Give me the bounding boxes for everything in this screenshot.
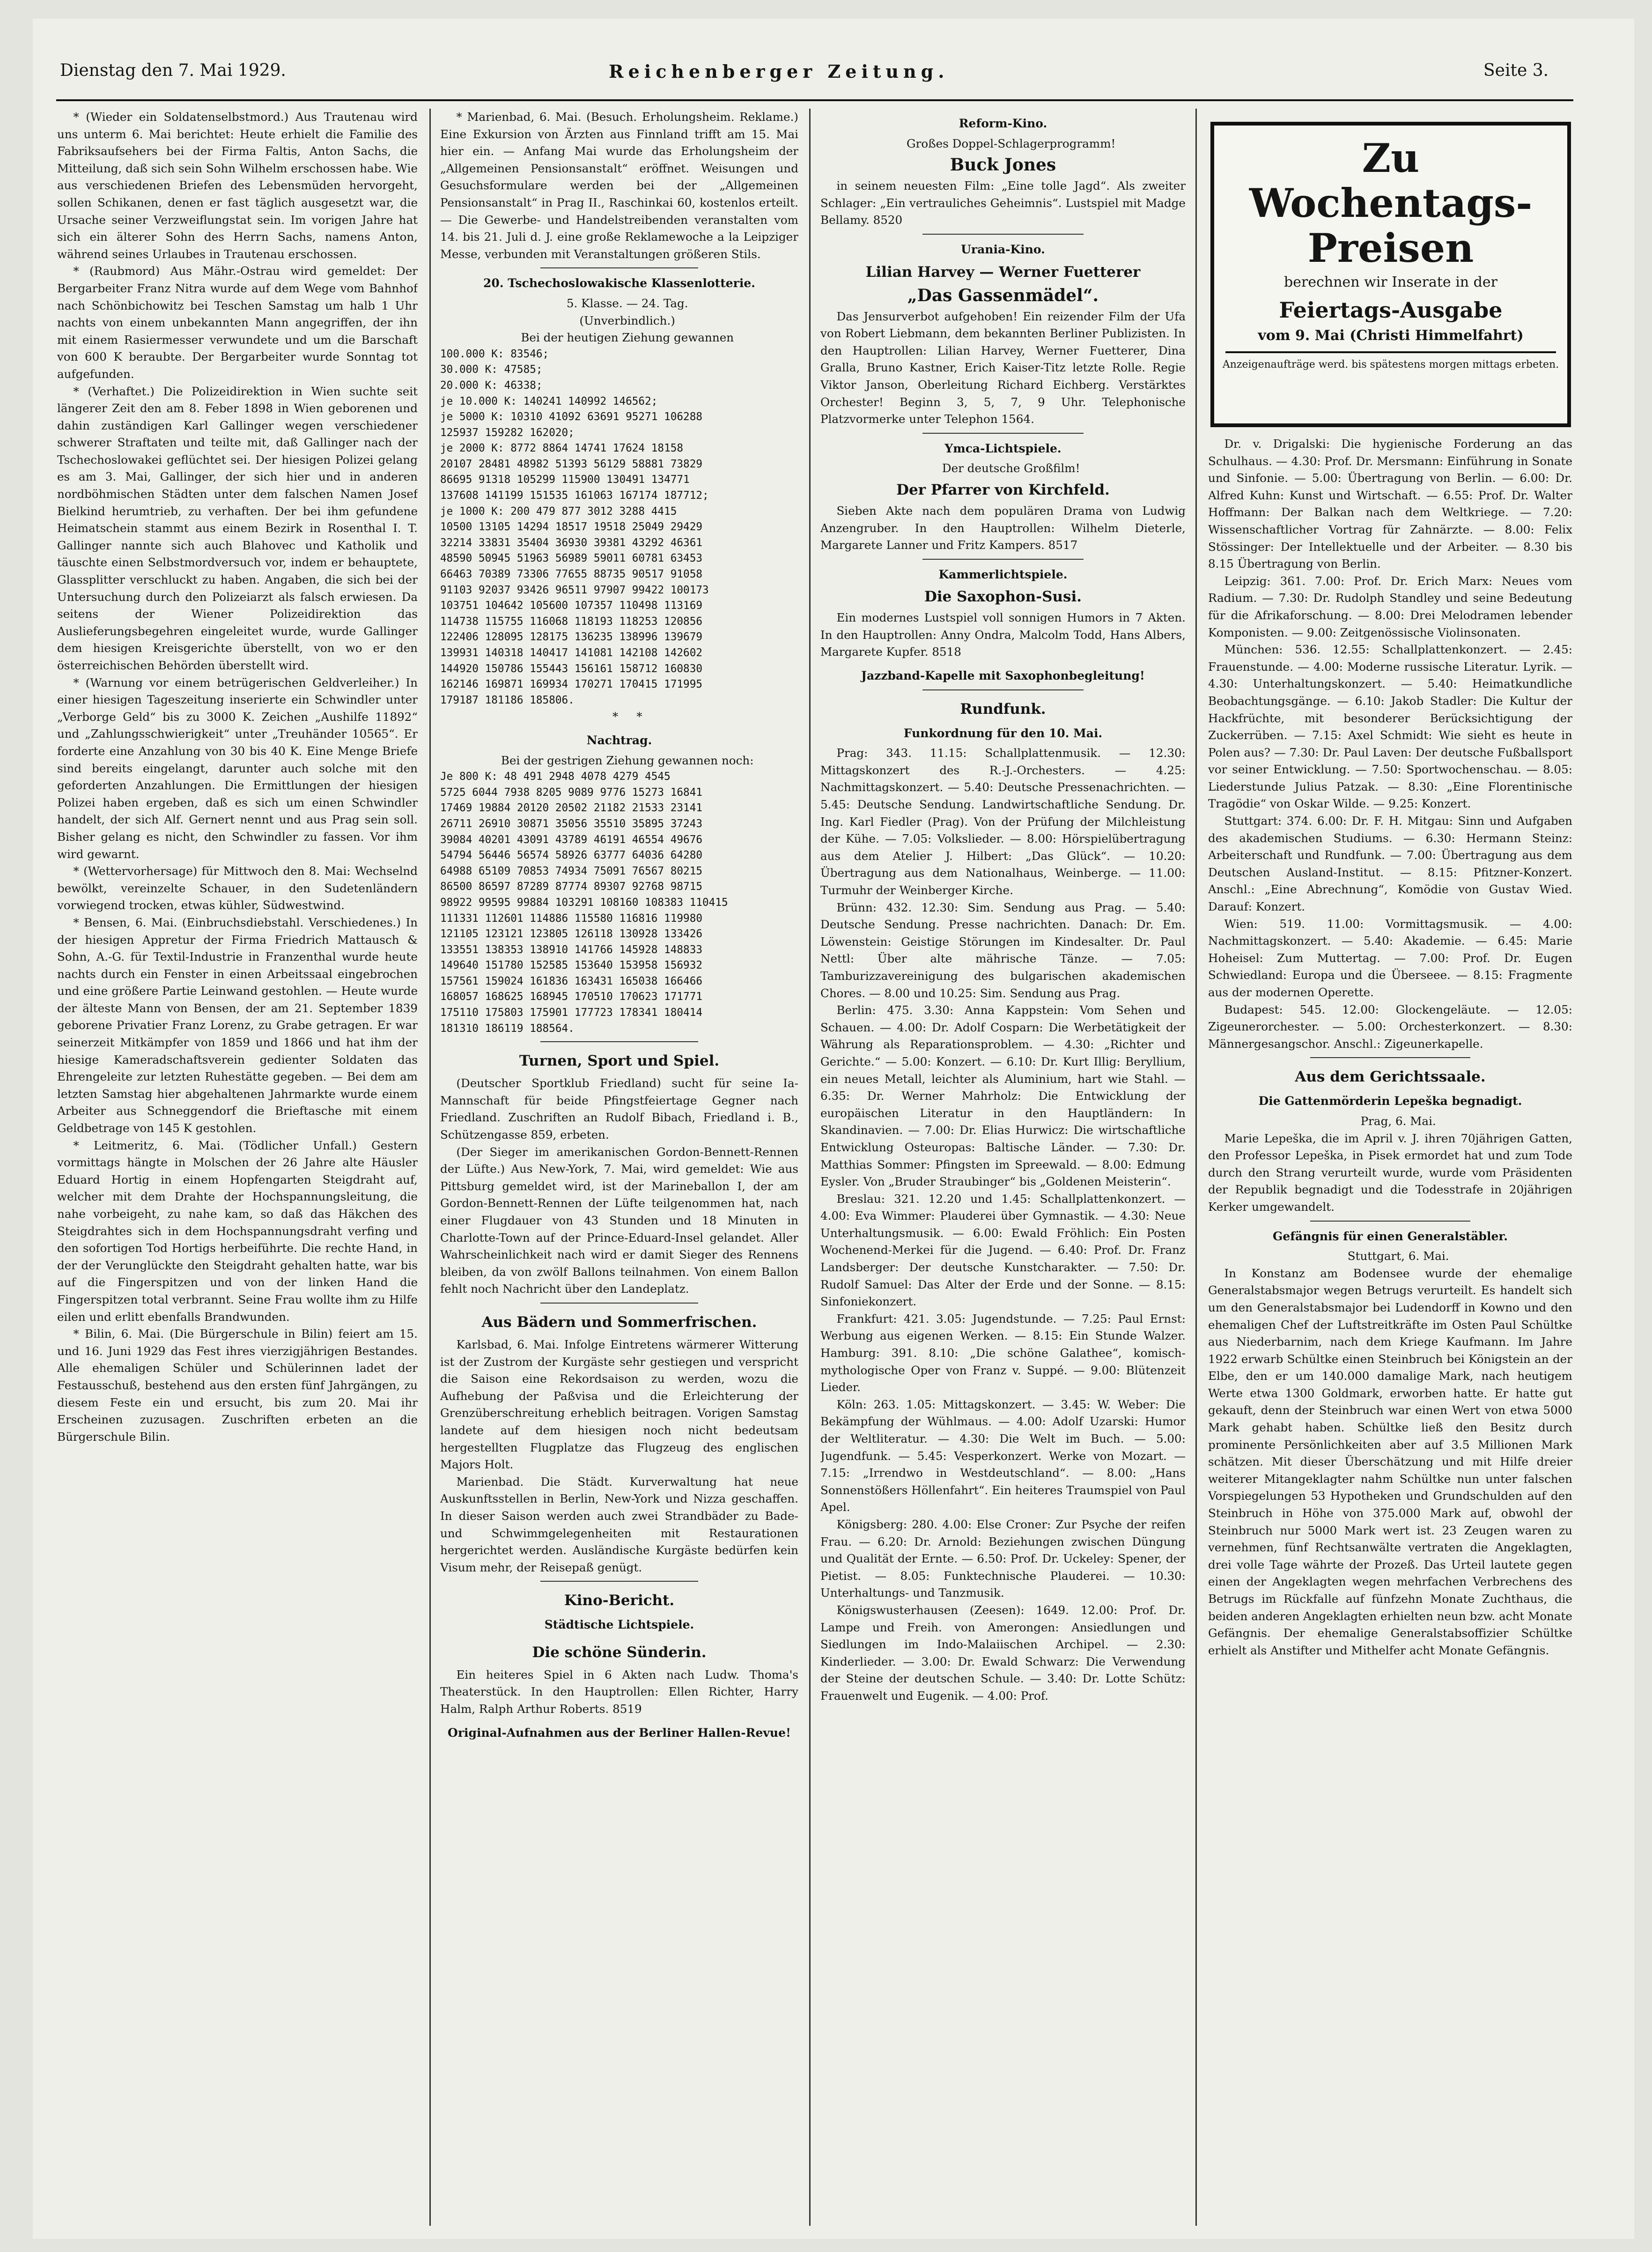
section-divider — [540, 1303, 698, 1304]
nachtrag-line: 98922 99595 99884 103291 108160 108383 110415 — [440, 896, 728, 909]
radio-koenigsberg: Königsberg: 280. 4.00: Else Croner: Zur Psyche der reifen Frau. — 6.20: Dr. Arnold: Beziehungen zwischen Düngung und Qualität der Ernte. — 6.50: Prof. Dr. Uckeley: Spener, der Pietist. — 8.05: Funktechnische Plauderei. — 10.30: Unterhaltungs- und Tanzmusik. — [820, 1517, 1186, 1600]
kammer-note: Jazzband-Kapelle mit Saxophonbegleitung! — [861, 669, 1145, 683]
nachtrag-line: Je 800 K: 48 491 2948 4078 4279 4545 — [440, 770, 671, 783]
lottery-line: 86695 91318 105299 115900 130491 134771 — [440, 474, 690, 486]
baeder-karlsbad: Karlsbad, 6. Mai. Infolge Eintretens wärmerer Witterung ist der Zustrom der Kurgäste sehr gestiegen und verspricht die Saison eine Rekordsaison zu werden, wozu die Aufhebung der Paßvisa und die Erleichterung der Grenzüberschreitung erheblich beitragen. Vorigen Samstag landete auf dem hiesigen noch nicht bedeutsam hergestellten Flugplatze das Flugzeug des englischen Majors Holt. — [440, 1337, 798, 1472]
lottery-note: (Unverbindlich.) — [579, 313, 675, 327]
radio-wien: Wien: 519. 11.00: Vormittagsmusik. — 4.00: Nachmittagskonzert. — 5.40: Akademie. — 6.45: Marie Hoheisel: Zum Muttertag. — 7.00: Prof. Dr. Eugen Schwiedland: Europa und die Überseee. — 8.15: Fragmente aus der modernen Operette. — [1208, 917, 1572, 999]
column-1 — [57, 109, 418, 2226]
gericht-heading: Aus dem Gerichtssaale. — [1295, 1068, 1486, 1086]
ad-headline: Zu Wochentags-Preisen — [1249, 135, 1533, 271]
urania-kino-film: „Das Gassenmädel“. — [907, 285, 1099, 305]
gericht-schueltke-text: In Konstanz am Bodensee wurde der ehemalige Generalstabsmajor wegen Betrugs verurteilt. Es handelt sich um den Generalstabsmajor bei Ludendorff in Kowno und den ehemaligen Chef der Luftstreitkräfte im Osten Paul Schültke aus Niederbarnim, nach dem Kriege Kaufmann. Im Jahre 1922 erwarb Schültke einen Steinbruch bei Königstein an der Elbe, den er um 140.000 damalige Mark, nach heutigem Werte etwa 1300 Goldmark, erworben hatte. Er hatte gut gekauft, denn der Steinbruch war einen Wert von etwa 5000 Mark gehabt haben. Schültke ließ den Besitz durch prominente Persönlichkeiten aber auf 3.5 Millionen Mark schätzen. Mit dieser Überschätzung und mit Hilfe dreier weiterer Mitangeklagter nahm Schültke nun unter falschen Vorspiegelungen 53 Hypotheken und Grundschulden auf den Steinbruch in Höhe von 375.000 Mark auf, obwohl der Steinbruch nur 5000 Mark wert ist. 23 Zeugen waren zu vernehmen, fünf Rechtsanwälte vertraten die Angeklagten, drei volle Tage währte der Prozeß. Das Urteil lautete gegen einen der Angeklagten wegen mehrfachen Verbrechens des Betrugs im Rückfalle auf fünfzehn Monate Zuchthaus, die beiden anderen Angeklagten erhielten neun bzw. acht Monate Gefängnis. Der ehemalige Generalstabsoffizier Schültke erhielt als Anstifter und Mithelfer acht Monate Gefängnis. — [1208, 1266, 1572, 1657]
weather-forecast: * (Wettervorhersage) für Mittwoch den 8. Mai: Wechselnd bewölkt, vereinzelte Schauer, in den Sudetenländern vorwiegend trocken, etwas kühler, Südwestwind. — [57, 864, 418, 912]
news-bensen: * Bensen, 6. Mai. (Einbruchsdiebstahl. Verschiedenes.) In der hiesigen Appretur der Firma Friedrich Mattausch & Sohn, A.-G. für Textil-Industrie in Franzenthal wurde heute nachts durch ein Fenster in einen Arbeitssaal eingebrochen und eine größere Partie Leinwand gestohlen. — Heute wurde der älteste Mann von Bensen, der am 21. September 1839 geborene Privatier Franz Lorenz, zu Grabe getragen. Er war seinerzeit Mitkämpfer von 1859 und 1866 und hat ihm der hiesige Kameradschaftsverein gedienter Soldaten das Ehrengeleite zur letzten Ruhestätte gegeben. — Bei dem am letzten Samstag hier abgehaltenen Jahrmarkte wurde einem Arbeiter aus Schneggendorf die Brieftasche mit einem Geldbetrage von 145 K gestohlen. — [57, 915, 418, 1135]
radio-breslau: Breslau: 321. 12.20 und 1.45: Schallplattenkonzert. — 4.00: Eva Wimmer: Plauderei über Gymnastik. — 4.30: Neue Unterhaltungsmusik. — 6.00: Ewald Fröhlich: Ein Posten Wochenend-Merkei für die Jugend. — 6.40: Prof. Dr. Franz Landsberger: Der deutsche Kunstcharakter. — 7.50: Dr. Rudolf Samuel: Das Alter der Erde und der Sonne. — 8.15: Sinfoniekonzert. — [820, 1192, 1186, 1309]
urania-kino-text: Das Jensurverbot aufgehoben! Ein reizender Film der Ufa von Robert Liebmann, dem bekannten Berliner Publizisten. In den Hauptrollen: Lilian Harvey, Werner Fuetterer, Dina Gralla, Bruno Kastner, Erich Kaiser-Titz letzte Rolle. Regie Viktor Janson, Oberleitung Richard Eichberg. Verstärktes Orchester! Beginn 3, 5, 7, 9 Uhr. Telephonische Platzvormerke unter Telephon 1564. — [820, 309, 1186, 426]
section-divider — [922, 689, 1083, 690]
issue-date: Dienstag den 7. Mai 1929. — [60, 61, 286, 80]
sport-heading: Turnen, Sport und Spiel. — [519, 1052, 720, 1070]
baeder-heading: Aus Bädern und Sommerfrischen. — [481, 1313, 757, 1331]
news-leitmeritz: * Leitmeritz, 6. Mai. (Tödlicher Unfall.) Gestern vormittags hängte in Molschen der 26 Jahre alte Häusler Eduard Hortig in einem Hopfengarten Steigdraht auf, welcher mit dem Drahte der Hochspannungsleitung, die nahe vorbeigeht, zu nahe kam, so daß das Häkchen des Steigdrahtes sich in dem Hochspannungsdraht verfing und den sofortigen Tod Hortigs herbeiführte. Die rechte Hand, in der der Verunglückte den Steigdraht gehalten hatte, war bis auf die Fingerspitzen und von der linken Hand die Fingerspitzen total verbrannt. Seine Frau wollte ihm zu Hilfe eilen und erlitt ebenfalls Brandwunden. — [57, 1138, 418, 1324]
nachtrag-line: 86500 86597 87289 87774 89307 92768 98715 — [440, 881, 703, 893]
ymca-film: Der Pfarrer von Kirchfeld. — [896, 481, 1110, 498]
lottery-line: 179187 181186 185806. — [440, 694, 575, 706]
nachtrag-intro: Bei der gestrigen Ziehung gewannen noch: — [501, 753, 754, 767]
kino-note: Original-Aufnahmen aus der Berliner Hallen-Revue! — [448, 1726, 791, 1740]
gericht-lepeska-title: Die Gattenmörderin Lepeška begnadigt. — [1258, 1094, 1522, 1108]
reform-kino-star: Buck Jones — [950, 155, 1056, 175]
nachtrag-line: 133551 138353 138910 141766 145928 148833 — [440, 943, 703, 956]
lottery-line: 139931 140318 140417 141081 142108 142602 — [440, 647, 703, 659]
ymca-sub: Der deutsche Großfilm! — [942, 461, 1080, 475]
radio-leipzig: Leipzig: 361. 7.00: Prof. Dr. Erich Marx: Neues vom Radium. — 7.30: Dr. Rudolph Standley und seine Bedeutung für die Afrikaforschung. — 8.00: Drei Melodramen lebender Komponisten. — 9.00: Zeitgenössische Violinsonaten. — [1208, 574, 1572, 639]
radio-koenigswusterhausen: Königswusterhausen (Zeesen): 1649. 12.00: Prof. Dr. Lampe und Freih. von Amerongen: Ansiedlungen und Siedlungen im Indo-Malaiischen Archipel. — 2.30: Kinderlieder. — 3.00: Dr. Ewald Schwarz: Die Verwendung der Steine der deutschen Schule. — 3.40: Dr. Lotte Schütz: Frauenwelt und Eugenik. — 4.00: Prof. — [820, 1603, 1186, 1703]
urania-kino-title: Urania-Kino. — [961, 242, 1045, 256]
lottery-line: je 5000 K: 10310 41092 63691 95271 106288 — [440, 411, 703, 423]
lottery-line: 125937 159282 162020; — [440, 426, 575, 439]
news-marienbad: * Marienbad, 6. Mai. (Besuch. Erholungsheim. Reklame.) Eine Exkursion von Ärzten aus Finnland trifft am 15. Mai hier ein. — Anfang Mai wurde das Erholungsheim der „Allgemeinen Pensionsanstalt“ eröffnet. Weisungen und Gesuchsformulare werden bei der „Allgemeinen Pensionsanstalt“ in Prag II., Raschinkai 60, kostenlos erteilt. — Die Gewerbe- und Handelstreibenden veranstalten vom 14. bis 21. Juli d. J. eine große Reklamewoche a la Leipziger Messe, verbunden mit Veranstaltungen größeren Stils. — [440, 110, 798, 261]
lottery-line: 144920 150786 155443 156161 158712 160830 — [440, 662, 703, 675]
kino-heading: Kino-Bericht. — [564, 1592, 675, 1609]
lottery-line: 10500 13105 14294 18517 19518 25049 29429 — [440, 521, 703, 533]
lottery-line: je 1000 K: 200 479 877 3012 3288 4415 — [440, 505, 677, 518]
lottery-line: 48590 50945 51963 56989 59011 60781 63453 — [440, 552, 703, 565]
kammer-text: Ein modernes Lustspiel voll sonnigen Humors in 7 Akten. In den Hauptrollen: Anny Ondra, Malcolm Todd, Hans Albers, Margarete Kupfer. 8518 — [820, 611, 1186, 659]
lottery-line: 122406 128095 128175 136235 138996 139679 — [440, 631, 703, 644]
kammer-film: Die Saxophon-Susi. — [924, 588, 1082, 606]
radio-koeln: Köln: 263. 1.05: Mittagskonzert. — 3.45: W. Weber: Die Bekämpfung der Wühlmaus. — 4.00: Adolf Uzarski: Humor der Weltliteratur. — 4.30: Die Welt im Buch. — 5.00: Jugendfunk. — 5.45: Vesperkonzert. Werke von Mozart. — 7.15: „Irrendwo in Westdeutschland“. — 8.00: „Hans Sonnenstößers Höllenfahrt“. Ein heiteres Traumspiel von Paul Apel. — [820, 1397, 1186, 1514]
kino-film: Die schöne Sünderin. — [532, 1644, 707, 1661]
nachtrag-line: 39084 40201 43091 43789 46191 46554 49676 — [440, 833, 703, 846]
nachtrag-line: 175110 175803 175901 177723 178341 180414 — [440, 1007, 703, 1019]
nachtrag-line: 26711 26910 30871 35056 35510 35895 37243 — [440, 817, 703, 830]
lottery-title: 20. Tschechoslowakische Klassenlotterie. — [483, 276, 755, 290]
nachtrag-results — [440, 769, 798, 1037]
lottery-line: 162146 169871 169934 170271 170415 171995 — [440, 678, 703, 691]
gericht-lepeska-text: Marie Lepeška, die im April v. J. ihren 70jährigen Gatten, den Professor Lepeška, in Pisek ermordet hat und zum Tode durch den Strang verurteilt wurde, wurde vom Präsidenten der Republik begnadigt und die Todesstrafe in 20jährigen Kerker umgewandelt. — [1208, 1131, 1572, 1214]
lottery-line: je 2000 K: 8772 8864 14741 17624 18158 — [440, 442, 684, 455]
gericht-schueltke-title: Gefängnis für einen Generalstäbler. — [1273, 1229, 1508, 1243]
advertisement-box — [1210, 122, 1571, 427]
radio-muenchen: München: 536. 12.55: Schallplattenkonzert. — 2.45: Frauenstunde. — 4.00: Moderne russische Literatur. Lyrik. — 4.30: Unterhaltungskonzert. — 5.40: Heimatkundliche Beobachtungsgänge. — 6.10: Jakob Stadler: Die Kultur der Hackfrüchte, mit besonderer Berücksichtigung der Zuckerrüben. — 7.15: Axel Schmidt: Wie sieht es heute in Polen aus? — 7.30: Dr. Paul Laven: Der deutsche Fußballsport vor seiner Entwicklung. — 7.50: Sportwochenschau. — 8.05: Liederstunde Julius Patzak. — 8.30: „Eine Florentinische Tragödie“ von Oskar Wilde. — 9.25: Konzert. — [1208, 643, 1572, 811]
column-rule — [809, 109, 811, 2226]
lottery-line: 103751 104642 105600 107357 110498 113169 — [440, 600, 703, 612]
column-3 — [820, 109, 1186, 2226]
news-robbery: * (Raubmord) Aus Mähr.-Ostrau wird gemeldet: Der Bergarbeiter Franz Nitra wurde auf dem Wege vom Bahnhof nach Schönbichowitz bei Teschen Samstag um halb 1 Uhr nachts von einem unbekannten Mann angegriffen, der ihn mit einem Rasiermesser verwundete und um die Barschaft von 600 K beraubte. Der Bergarbeiter wurde Sonntag tot aufgefunden. — [57, 264, 418, 381]
news-soldier-suicide: * (Wieder ein Soldatenselbstmord.) Aus Trautenau wird uns unterm 6. Mai berichtet: Heute erhielt die Familie des Fabriksaufsehers bei der Firma Faltis, Anton Sachs, die Mitteilung, daß sich sein Sohn Wilhelm erschossen habe. Wie aus verschiedenen Briefen des Lebensmüden hervorgeht, sollen Schikanen, denen er fast täglich ausgesetzt war, die Ursache seiner Verzweiflungstat sein. Im vorigen Jahre hat sich ein älterer Sohn des Herrn Sachs, namens Anton, während seines Urlaubes in Trautenau erschossen. — [57, 110, 418, 261]
lottery-line: 91103 92037 93426 96511 97907 99422 100173 — [440, 584, 709, 596]
lottery-intro: Bei der heutigen Ziehung gewannen — [521, 331, 734, 345]
sport-gordon-bennett: (Der Sieger im amerikanischen Gordon-Bennett-Rennen der Lüfte.) Aus New-York, 7. Mai, wird gemeldet: Wie aus Pittsburg gemeldet wird, ist der Marineballon I, der am Gordon-Bennett-Rennen der Lüfte teilgenommen hat, nach einer Flugdauer von 43 Stunden und 18 Minuten in Charlotte-Town auf der Prince-Eduard-Insel gelandet. Aller Wahrscheinlichkeit nach wird er damit Sieger des Rennens bleiben, da von zwölf Ballons teilnahmen. Von einem Ballon fehlt noch Nachricht über den Landeplatz. — [440, 1145, 798, 1296]
newspaper-title: Reichenberger Zeitung. — [609, 61, 949, 82]
column-4 — [1208, 436, 1572, 2226]
lottery-results — [440, 347, 798, 709]
radio-stuttgart: Stuttgart: 374. 6.00: Dr. F. H. Mitgau: Sinn und Aufgaben des akademischen Studiums. — 6.30: Hermann Steinz: Arbeiterschaft und Rundfunk. — 7.00: Übertragung aus dem Deutschen Ausland-Institut. — 8.15: Pfitzner-Konzert. Anschl.: „Eine Abrechnung“, Komödie von Gustav Wied. Darauf: Konzert. — [1208, 814, 1572, 914]
lottery-line: 20.000 K: 46338; — [440, 379, 543, 392]
page-number: Seite 3. — [1483, 61, 1549, 80]
news-bilin: * Bilin, 6. Mai. (Die Bürgerschule in Bilin) feiert am 15. und 16. Juni 1929 das Fest ihres vierzigjährigen Bestandes. Alle ehemaligen Schüler und Schülerinnen ladet der Festausschuß, bestehend aus den ersten fünf Jahrgängen, zu diesem Feste ein und ersucht, bis zum 20. Mai ihr Erscheinen zuzusagen. Zuschriften erbeten an die Bürgerschule Bilin. — [57, 1327, 418, 1444]
gericht-lepeska-place: Prag, 6. Mai. — [1360, 1114, 1436, 1128]
rundfunk-heading: Rundfunk. — [960, 700, 1046, 718]
nachtrag-line: 121105 123121 123805 126118 130928 133426 — [440, 928, 703, 941]
section-divider — [922, 234, 1083, 235]
gericht-schueltke-place: Stuttgart, 6. Mai. — [1347, 1249, 1449, 1263]
kammer-title: Kammerlichtspiele. — [938, 567, 1068, 581]
section-divider — [1310, 1221, 1470, 1222]
column-2 — [440, 109, 798, 2226]
nachtrag-line: 5725 6044 7938 8205 9089 9776 15273 16841 — [440, 786, 703, 799]
radio-cont: Dr. v. Drigalski: Die hygienische Forderung an das Schulhaus. — 4.30: Prof. Dr. Mersmann: Einführung in Sonate und Sinfonie. — 5.00: Übertragung von Berlin. — 6.00: Dr. Alfred Kuhn: Kunst und Wirtschaft. — 6.55: Prof. Dr. Walter Hoffmann: Der Balkan nach dem Weltkriege. — 7.20: Wissenschaftlicher Vortrag für Zahnärzte. — 8.00: Felix Stössinger: Der Intellektuelle und der Arbeiter. — 8.30 bis 8.15 Übertragung von Berlin. — [1208, 437, 1572, 571]
nachtrag-line: 181310 186119 188564. — [440, 1022, 575, 1035]
radio-prag: Prag: 343. 11.15: Schallplattenmusik. — 12.30: Mittagskonzert des R.-J.-Orchesters. — 4.25: Nachmittagskonzert. — 5.40: Deutsche Pressenachrichten. — 5.45: Deutsche Sendung. Landwirtschaftliche Sendung. Dr. Ing. Karl Fiedler (Prag). Von der Prüfung der Milchleistung der Kühe. — 7.05: Volkslieder. — 8.00: Hörspielübertragung aus dem Atelier J. Hilbert: „Das Glück“. — 10.20: Übertragung aus dem Nationalhaus, Weinberge. — 11.00: Turmuhr der Weinberger Kirche. — [820, 746, 1186, 897]
ad-line-4: Anzeigenaufträge werd. bis spätestens morgen mittags erbeten. — [1222, 359, 1559, 370]
lottery-line: 20107 28481 48982 51393 56129 58881 73829 — [440, 458, 703, 470]
radio-berlin: Berlin: 475. 3.30: Anna Kappstein: Vom Sehen und Schauen. — 4.00: Dr. Adolf Cosparn: Die Werbetätigkeit der Währung als Reparationsproblem. — 4.30: „Richter und Gerichte.“ — 5.00: Konzert. — 6.10: Dr. Kurt Illig: Beryllium, ein neues Metall, leichter als Aluminium, hart wie Stahl. — 6.35: Dr. Werner Mahrholz: Die Entwicklung der europäischen Literatur in den Hauptländern: In Skandinavien. — 7.00: Dr. Elias Hurwicz: Die wirtschaftliche Entwicklung Osteuropas: Baltische Länder. — 7.30: Dr. Matthias Sommer: Pfingsten im Spreewald. — 8.00: Edmung Eysler. Von „Bruder Straubinger“ bis „Goldenen Meisterin“. — [820, 1003, 1186, 1189]
nachtrag-line: 157561 159024 161836 163431 165038 166466 — [440, 975, 703, 987]
header-rule — [56, 99, 1573, 101]
ad-line-2: Feiertags-Ausgabe — [1279, 297, 1503, 323]
nachtrag-line: 64988 65109 70853 74934 75091 76567 80215 — [440, 865, 703, 877]
lottery-line: 100.000 K: 83546; — [440, 348, 549, 360]
asterisk-divider: * * — [612, 710, 642, 724]
reform-kino-title: Reform-Kino. — [959, 117, 1047, 130]
section-divider — [1310, 1057, 1470, 1058]
kino-text: Ein heiteres Spiel in 6 Akten nach Ludw. Thoma's Theaterstück. In den Hauptrollen: Ellen Richter, Harry Halm, Ralph Arthur Roberts. 8519 — [440, 1667, 798, 1716]
kino-venue: Städtische Lichtspiele. — [544, 1618, 694, 1632]
ad-line-1: berechnen wir Inserate in der — [1284, 274, 1497, 290]
section-divider — [540, 267, 698, 268]
ymca-title: Ymca-Lichtspiele. — [944, 441, 1062, 455]
lottery-line: 32214 33831 35404 36930 39381 43292 46361 — [440, 536, 703, 549]
reform-kino-text: in seinem neuesten Film: „Eine tolle Jagd“. Als zweiter Schlager: „Ein vertrauliches Geheimnis“. Lustspiel mit Madge Bellamy. 8520 — [820, 179, 1186, 227]
lottery-line: 30.000 K: 47585; — [440, 363, 543, 376]
nachtrag-title: Nachtrag. — [586, 733, 652, 747]
section-divider — [540, 1041, 698, 1042]
nachtrag-line: 54794 56446 56574 58926 63777 64036 64280 — [440, 849, 703, 862]
column-rule — [429, 109, 431, 2226]
section-divider — [922, 433, 1083, 434]
rundfunk-date: Funkordnung für den 10. Mai. — [903, 726, 1103, 740]
news-fraud-warning: * (Warnung vor einem betrügerischen Geldverleiher.) In einer hiesigen Tageszeitung inserierte ein Schwindler unter „Verborge Geld“ bis zu 3000 K. Zeichen „Aushilfe 11892“ und „Zahlungsschwierigkeit“ unter „Treuhänder 10565“. Er forderte eine Anzahlung von 30 bis 40 K. Eine Menge Briefe sind bereits eingelangt, darunter auch solche mit den geforderten Anzahlungen. Die Ermittlungen der hiesigen Polizei haben ergeben, daß es sich um einen Schwindler handelt, der sich Alf. Gernert nennt und aus Prag sein soll. Bisher gelang es nicht, den Schwindler zu fassen. Vor ihm wird gewarnt. — [57, 675, 418, 861]
lottery-line: je 10.000 K: 140241 140992 146562; — [440, 395, 658, 407]
nachtrag-line: 111331 112601 114886 115580 116816 119980 — [440, 912, 703, 925]
section-divider — [922, 559, 1083, 560]
sport-friedland: (Deutscher Sportklub Friedland) sucht für seine Ia-Mannschaft für beide Pfingstfeiertage Gegner nach Friedland. Zuschriften an Rudolf Bibach, Friedland i. B., Schützengasse 859, erbeten. — [440, 1076, 798, 1142]
news-arrest: * (Verhaftet.) Die Polizeidirektion in Wien suchte seit längerer Zeit den am 8. Feber 1898 in Wien geborenen und dahin zuständigen Karl Gallinger wegen verschiedener schwerer Straftaten und teilte mit, daß Gallinger nach der Tschechoslowakei geflüchtet sei. Der hiesigen Polizei gelang es am 3. Mai, Gallinger, der sich hier und in anderen nordböhmischen Städten unter dem falschen Namen Josef Bielkind herumtrieb, zu verhaften. Der bei ihm gefundene Heimatschein stammt aus einem Bezirk in Rosenthal I. T. Gallinger nannte sich auch Blahovec und Katholik und täuschte einen Selbstmordversuch vor, indem er behauptete, Glassplitter verschluckt zu haben. Angaben, die sich bei der Untersuchung durch den Polizeiarzt als falsch erwiesen. Da seitens der Wiener Polizeidirektion das Auslieferungsbegehren eingeleitet wurde, wurde Gallinger dem hiesigen Kreisgerichte überstellt, von wo er den österreichischen Behörden überstellt wird. — [57, 384, 418, 672]
radio-bruenn: Brünn: 432. 12.30: Sim. Sendung aus Prag. — 5.40: Deutsche Sendung. Presse nachrichten. Danach: Dr. Em. Löwenstein: Geistige Störungen im Kindesalter. Dr. Paul Nettl: Über alte mährische Tänze. — 7.05: Tamburizzavereinigung des bulgarischen akademischen Chores. — 8.00 und 10.25: Sim. Sendung aus Prag. — [820, 900, 1186, 1000]
lottery-line: 66463 70389 73306 77655 88735 90517 91058 — [440, 568, 703, 581]
baeder-marienbad: Marienbad. Die Städt. Kurverwaltung hat neue Auskunftsstellen in Berlin, New-York und Nizza geschaffen. In dieser Saison werden auch zwei Strandbäder zu Bade- und Schwimmgelegenheiten mit Restaurationen hergerichtet werden. Ausländische Kurgäste bedürfen kein Visum mehr, der Reisepaß genügt. — [440, 1474, 798, 1574]
radio-frankfurt-hamburg: Frankfurt: 421. 3.05: Jugendstunde. — 7.25: Paul Ernst: Werbung aus eigenen Werken. — 8.15: Ein Stunde Walzer. Hamburg: 391. 8.10: „Die schöne Galathee“, komisch-mythologische Oper von Franz v. Suppé. — 9.00: Blütenzeit Lieder. — [820, 1311, 1186, 1394]
lottery-class: 5. Klasse. — 24. Tag. — [566, 296, 688, 310]
ad-rule — [1225, 351, 1556, 353]
nachtrag-line: 168057 168625 168945 170510 170623 171771 — [440, 991, 703, 1003]
urania-kino-stars: Lilian Harvey — Werner Fuetterer — [865, 263, 1141, 281]
ymca-text: Sieben Akte nach dem populären Drama von Ludwig Anzengruber. In den Hauptrollen: Wilhelm Dieterle, Margarete Lanner und Fritz Kampers. 8517 — [820, 504, 1186, 552]
nachtrag-line: 149640 151780 152585 153640 153958 156932 — [440, 959, 703, 972]
lottery-line: 114738 115755 116068 118193 118253 120856 — [440, 615, 703, 628]
section-divider — [540, 1581, 698, 1582]
ad-line-3: vom 9. Mai (Christi Himmelfahrt) — [1258, 327, 1524, 344]
nachtrag-line: 17469 19884 20120 20502 21182 21533 23141 — [440, 802, 703, 815]
column-rule — [1195, 109, 1197, 2226]
lottery-line: 137608 141199 151535 161063 167174 187712; — [440, 489, 709, 502]
radio-budapest: Budapest: 545. 12.00: Glockengeläute. — 12.05: Zigeunerorchester. — 5.00: Orchesterkonzert. — 8.30: Männergesangschor. Anschl.: Zigeunerkapelle. — [1208, 1002, 1572, 1051]
reform-kino-sub: Großes Doppel-Schlagerprogramm! — [907, 136, 1116, 150]
